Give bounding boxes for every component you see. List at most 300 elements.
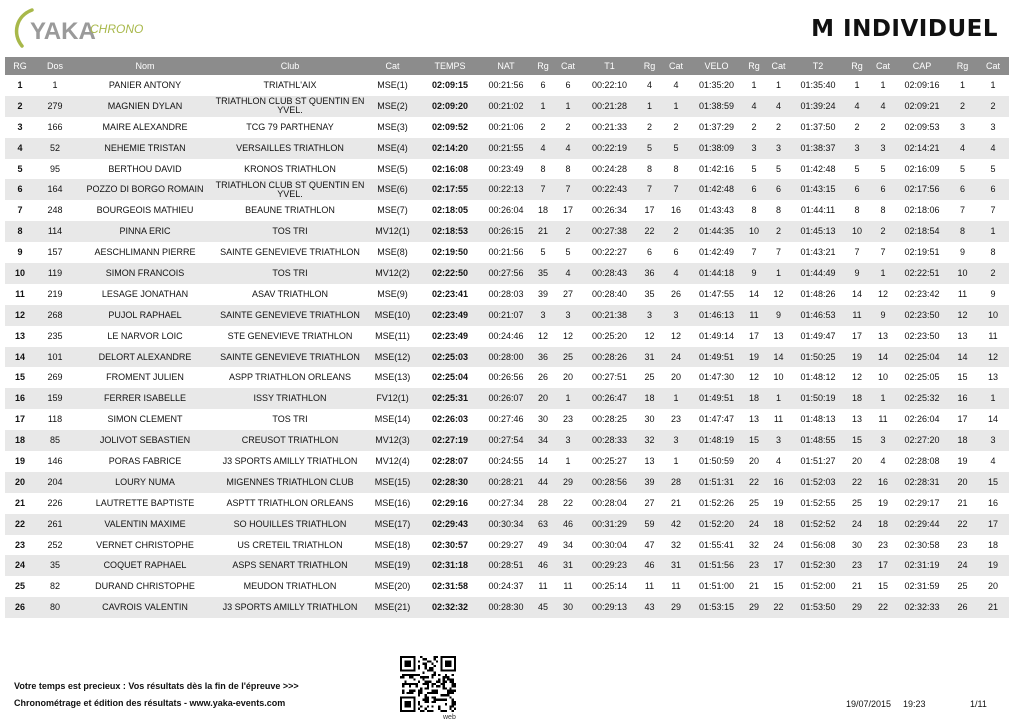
footer-date: 19/07/2015 bbox=[846, 699, 892, 709]
cell-t1: 00:21:33 bbox=[591, 121, 628, 132]
cell-temps: 02:14:20 bbox=[420, 138, 480, 159]
cell-dos: 164 bbox=[35, 179, 75, 200]
cell-t2-cat: 10 bbox=[877, 372, 888, 383]
cell-t1-rg: 11 bbox=[644, 581, 655, 592]
cell-t2: 01:46:53 bbox=[792, 305, 844, 326]
cell-t1-rg: 25 bbox=[644, 372, 655, 383]
column-header-nat-rg: Rg bbox=[532, 57, 554, 75]
cell-t1-rg: 43 bbox=[637, 597, 662, 618]
cell-nat-rg: 34 bbox=[532, 430, 554, 451]
qr-code-icon[interactable] bbox=[400, 656, 456, 712]
cell-velo-cat: 12 bbox=[773, 288, 784, 299]
cell-t1: 00:28:43 bbox=[582, 263, 637, 284]
cell-temps: 02:27:19 bbox=[420, 430, 480, 451]
cell-velo-rg: 14 bbox=[748, 288, 759, 299]
cell-cap: 02:23:42 bbox=[904, 288, 940, 299]
cell-t1-cat: 11 bbox=[671, 581, 681, 592]
cell-club: MIGENNES TRIATHLON CLUB bbox=[215, 472, 365, 493]
cell-cap-rg: 23 bbox=[957, 539, 968, 550]
cell-cat: MSE(5) bbox=[377, 163, 408, 174]
cell-t2-rg: 12 bbox=[851, 372, 862, 383]
cell-dos: 118 bbox=[47, 414, 63, 425]
cell-nat: 00:28:00 bbox=[480, 347, 532, 368]
cell-t1-cat: 6 bbox=[673, 247, 679, 258]
cell-nat-rg: 46 bbox=[532, 555, 554, 576]
cell-t1-rg: 35 bbox=[644, 288, 655, 299]
cell-nat: 00:24:55 bbox=[488, 455, 524, 466]
cell-velo-cat: 1 bbox=[775, 79, 781, 90]
qr-caption: web bbox=[443, 714, 456, 721]
cell-velo-rg: 6 bbox=[743, 179, 765, 200]
cell-t1-rg: 59 bbox=[637, 514, 662, 535]
table-row bbox=[5, 409, 1009, 430]
cell-nat: 00:30:34 bbox=[480, 514, 532, 535]
cell-rg: 23 bbox=[14, 539, 25, 550]
cell-cap: 02:16:09 bbox=[904, 163, 940, 174]
cell-t2-cat: 2 bbox=[870, 221, 896, 242]
cell-t2: 01:52:00 bbox=[800, 581, 836, 592]
cell-cap-cat: 2 bbox=[977, 96, 1009, 117]
cell-nat-rg: 36 bbox=[532, 347, 554, 368]
cell-cap-rg: 4 bbox=[948, 138, 977, 159]
table-row bbox=[5, 597, 1009, 618]
table-row bbox=[5, 367, 1009, 388]
cell-t2-rg: 20 bbox=[851, 455, 862, 466]
cell-velo: 01:51:56 bbox=[690, 555, 743, 576]
cell-t1-rg: 31 bbox=[637, 347, 662, 368]
cell-nom: FROMENT JULIEN bbox=[106, 372, 184, 383]
cell-rg: 22 bbox=[5, 514, 35, 535]
cell-t1-cat: 5 bbox=[662, 138, 690, 159]
cell-cat: MSE(2) bbox=[365, 96, 420, 117]
cell-club: SAINTE GENEVIEVE TRIATHLON bbox=[215, 347, 365, 368]
cell-t2: 01:48:13 bbox=[800, 414, 836, 425]
cell-nat-rg: 21 bbox=[532, 221, 554, 242]
cell-club: TRIATHLON CLUB ST QUENTIN EN YVEL. bbox=[215, 96, 365, 116]
cell-velo: 01:44:35 bbox=[690, 221, 743, 242]
cell-velo: 01:51:00 bbox=[698, 581, 735, 592]
column-header-nom: Nom bbox=[75, 57, 215, 75]
cell-cat: MSE(13) bbox=[374, 372, 411, 383]
cell-club: BEAUNE TRIATHLON bbox=[245, 205, 335, 216]
cell-nat-cat: 12 bbox=[562, 330, 573, 341]
cell-velo-rg: 4 bbox=[743, 96, 765, 117]
cell-t2-rg: 8 bbox=[854, 205, 860, 216]
cell-t1-rg: 18 bbox=[637, 388, 662, 409]
cell-rg: 20 bbox=[5, 472, 35, 493]
cell-temps: 02:23:49 bbox=[420, 305, 480, 326]
cell-nat: 00:28:21 bbox=[480, 472, 532, 493]
cell-nom: AESCHLIMANN PIERRE bbox=[94, 247, 196, 258]
table-row bbox=[5, 430, 1009, 451]
cell-nat-rg: 18 bbox=[537, 205, 548, 216]
cell-t2-rg: 29 bbox=[844, 597, 870, 618]
cell-t1-rg: 46 bbox=[637, 555, 662, 576]
column-header-velo: VELO bbox=[690, 57, 743, 75]
table-row bbox=[5, 305, 1009, 326]
cell-velo-cat: 19 bbox=[773, 497, 784, 508]
cell-rg: 11 bbox=[15, 288, 25, 299]
cell-velo-rg: 8 bbox=[751, 205, 757, 216]
cell-cap: 02:19:51 bbox=[904, 247, 940, 258]
cell-cap-cat: 13 bbox=[987, 372, 998, 383]
cell-nom: LOURY NUMA bbox=[75, 472, 215, 493]
column-header-cap-cat: Cat bbox=[977, 57, 1009, 75]
table-row bbox=[5, 138, 1009, 159]
table-row bbox=[5, 388, 1009, 409]
cell-t2-rg: 18 bbox=[844, 388, 870, 409]
cell-cap-cat: 1 bbox=[977, 388, 1009, 409]
cell-dos: 157 bbox=[47, 247, 63, 258]
cell-nom: LAUTRETTE BAPTISTE bbox=[95, 497, 195, 508]
cell-nat-rg: 3 bbox=[532, 305, 554, 326]
cell-t2-rg: 13 bbox=[851, 414, 862, 425]
cell-t1-cat: 8 bbox=[673, 163, 679, 174]
cell-temps: 02:30:57 bbox=[431, 539, 469, 550]
cell-club: TOS TRI bbox=[272, 414, 308, 425]
cell-cap-cat: 5 bbox=[990, 163, 996, 174]
cell-velo-cat: 14 bbox=[765, 347, 792, 368]
cell-cap-cat: 15 bbox=[977, 472, 1009, 493]
cell-velo: 01:47:30 bbox=[698, 372, 735, 383]
cell-t2: 01:48:12 bbox=[800, 372, 836, 383]
cell-club: KRONOS TRIATHLON bbox=[244, 163, 336, 174]
table-row bbox=[5, 493, 1009, 514]
cell-t1-cat: 4 bbox=[662, 263, 690, 284]
cell-nom: VERNET CHRISTOPHE bbox=[96, 539, 194, 550]
cell-velo-rg: 19 bbox=[743, 347, 765, 368]
cell-nat-cat: 23 bbox=[562, 414, 573, 425]
cell-nat-rg: 5 bbox=[540, 247, 546, 258]
cell-temps: 02:28:30 bbox=[420, 472, 480, 493]
cell-t2: 01:44:11 bbox=[800, 205, 836, 216]
cell-cat: MSE(20) bbox=[374, 581, 411, 592]
cell-cat: MSE(19) bbox=[365, 555, 420, 576]
table-row bbox=[5, 555, 1009, 576]
table-row bbox=[5, 221, 1009, 242]
cell-t2-cat: 7 bbox=[880, 247, 886, 258]
cell-club: SAINTE GENEVIEVE TRIATHLON bbox=[220, 247, 360, 258]
cell-nom: POZZO DI BORGO ROMAIN bbox=[75, 179, 215, 200]
column-header-velo-rg: Rg bbox=[743, 57, 765, 75]
cell-t1: 00:22:10 bbox=[591, 79, 628, 90]
cell-cap-cat: 17 bbox=[977, 514, 1009, 535]
cell-t2-rg: 9 bbox=[844, 263, 870, 284]
cell-t2-rg: 30 bbox=[851, 539, 862, 550]
cell-t2-cat: 3 bbox=[870, 138, 896, 159]
cell-club: STE GENEVIEVE TRIATHLON bbox=[227, 330, 353, 341]
cell-t2-rg: 10 bbox=[844, 221, 870, 242]
cell-t2-rg: 7 bbox=[854, 247, 860, 258]
cell-velo: 01:44:18 bbox=[690, 263, 743, 284]
cell-velo: 01:46:13 bbox=[690, 305, 743, 326]
cell-t2-rg: 14 bbox=[851, 288, 862, 299]
table-row bbox=[5, 472, 1009, 493]
cell-cat: MSE(11) bbox=[375, 330, 410, 341]
cell-rg: 6 bbox=[5, 179, 35, 200]
cell-rg: 18 bbox=[5, 430, 35, 451]
cell-rg: 7 bbox=[17, 205, 23, 216]
cell-t2-rg: 24 bbox=[844, 514, 870, 535]
cell-rg: 1 bbox=[17, 79, 23, 90]
cell-cap-rg: 8 bbox=[948, 221, 977, 242]
cell-cap: 02:18:06 bbox=[904, 205, 940, 216]
cell-cap: 02:31:19 bbox=[896, 555, 948, 576]
cell-nat-rg: 30 bbox=[537, 414, 548, 425]
cell-t1-cat: 3 bbox=[662, 305, 690, 326]
cell-velo-cat: 7 bbox=[775, 247, 781, 258]
cell-velo-rg: 9 bbox=[743, 263, 765, 284]
cell-nat: 00:26:04 bbox=[488, 205, 524, 216]
cell-cat: MSE(16) bbox=[374, 497, 411, 508]
cell-velo-cat: 1 bbox=[765, 388, 792, 409]
cell-velo-cat: 3 bbox=[765, 138, 792, 159]
cell-cap-cat: 20 bbox=[987, 581, 998, 592]
cell-t1: 00:22:19 bbox=[582, 138, 637, 159]
cell-club: TCG 79 PARTHENAY bbox=[246, 121, 334, 132]
cell-velo-rg: 2 bbox=[751, 121, 757, 132]
cell-t2: 01:52:30 bbox=[792, 555, 844, 576]
cell-velo: 01:55:41 bbox=[698, 539, 735, 550]
cell-t2: 01:56:08 bbox=[800, 539, 836, 550]
cell-velo-rg: 15 bbox=[743, 430, 765, 451]
column-header-t2-cat: Cat bbox=[870, 57, 896, 75]
cell-t2: 01:44:49 bbox=[792, 263, 844, 284]
cell-t2: 01:52:55 bbox=[800, 497, 836, 508]
cell-temps: 02:16:08 bbox=[431, 163, 469, 174]
cell-cat: MV12(1) bbox=[365, 221, 420, 242]
cell-cap-rg: 19 bbox=[957, 455, 968, 466]
cell-cap: 02:23:50 bbox=[896, 305, 948, 326]
cell-dos: 279 bbox=[35, 96, 75, 117]
cell-nat-rg: 8 bbox=[540, 163, 546, 174]
cell-t1-cat: 26 bbox=[670, 288, 681, 299]
logo-text-sub: CHRONO bbox=[90, 22, 144, 36]
cell-t1-rg: 17 bbox=[644, 205, 655, 216]
cell-t2: 01:52:52 bbox=[792, 514, 844, 535]
cell-t2: 01:38:37 bbox=[792, 138, 844, 159]
cell-cap: 02:31:59 bbox=[904, 581, 940, 592]
cell-cap: 02:29:44 bbox=[896, 514, 948, 535]
cell-nat-cat: 4 bbox=[554, 138, 582, 159]
column-header-t2-rg: Rg bbox=[844, 57, 870, 75]
cell-dos: 82 bbox=[49, 581, 60, 592]
cell-rg: 13 bbox=[14, 330, 25, 341]
cell-club: J3 SPORTS AMILLY TRIATHLON bbox=[215, 597, 365, 618]
cell-temps: 02:09:20 bbox=[420, 96, 480, 117]
cell-nom: PINNA ERIC bbox=[75, 221, 215, 242]
cell-nat-cat: 8 bbox=[565, 163, 571, 174]
cell-nom: VALENTIN MAXIME bbox=[75, 514, 215, 535]
cell-cap-rg: 25 bbox=[957, 581, 968, 592]
cell-t2-rg: 5 bbox=[854, 163, 860, 174]
cell-temps: 02:25:04 bbox=[431, 372, 469, 383]
cell-velo-rg: 13 bbox=[748, 414, 759, 425]
cell-cat: MSE(14) bbox=[374, 414, 411, 425]
cell-club: VERSAILLES TRIATHLON bbox=[215, 138, 365, 159]
cell-t2-cat: 9 bbox=[870, 305, 896, 326]
cell-nat: 00:28:03 bbox=[488, 288, 524, 299]
cell-t1-cat: 20 bbox=[670, 372, 681, 383]
cell-cap-cat: 10 bbox=[977, 305, 1009, 326]
cell-t1: 00:24:28 bbox=[591, 163, 628, 174]
cell-velo-rg: 23 bbox=[743, 555, 765, 576]
cell-cap-cat: 14 bbox=[987, 414, 998, 425]
cell-t1-cat: 4 bbox=[673, 79, 679, 90]
cell-nat-cat: 7 bbox=[554, 179, 582, 200]
cell-nat-rg: 45 bbox=[532, 597, 554, 618]
cell-dos: 146 bbox=[47, 455, 63, 466]
cell-t2-cat: 15 bbox=[877, 581, 888, 592]
cell-club: J3 SPORTS AMILLY TRIATHLON bbox=[222, 455, 358, 466]
cell-nat: 00:24:37 bbox=[488, 581, 524, 592]
cell-nat: 00:29:27 bbox=[488, 539, 524, 550]
cell-velo: 01:49:14 bbox=[698, 330, 735, 341]
cell-nat-rg: 12 bbox=[537, 330, 548, 341]
cell-t2-cat: 13 bbox=[877, 330, 888, 341]
cell-cap: 02:09:21 bbox=[896, 96, 948, 117]
cell-nat: 00:21:55 bbox=[480, 138, 532, 159]
cell-t1: 00:25:20 bbox=[591, 330, 628, 341]
cell-cap: 02:28:08 bbox=[904, 455, 940, 466]
cell-t2-cat: 23 bbox=[877, 539, 888, 550]
cell-velo-cat: 22 bbox=[765, 597, 792, 618]
cell-t1: 00:31:29 bbox=[582, 514, 637, 535]
cell-t2-cat: 8 bbox=[880, 205, 886, 216]
cell-dos: 52 bbox=[35, 138, 75, 159]
footer-time: 19:23 bbox=[903, 699, 926, 709]
cell-cap-cat: 2 bbox=[977, 263, 1009, 284]
column-header-cap-rg: Rg bbox=[948, 57, 977, 75]
cell-t2: 01:45:13 bbox=[792, 221, 844, 242]
cell-cap-rg: 9 bbox=[959, 247, 965, 258]
cell-t2-cat: 3 bbox=[870, 430, 896, 451]
cell-nat-rg: 7 bbox=[532, 179, 554, 200]
cell-nat-cat: 29 bbox=[554, 472, 582, 493]
cell-cat: MSE(9) bbox=[377, 288, 408, 299]
cell-t2-rg: 23 bbox=[844, 555, 870, 576]
cell-velo-rg: 12 bbox=[748, 372, 759, 383]
cell-t2-rg: 3 bbox=[844, 138, 870, 159]
cell-nom: NEHEMIE TRISTAN bbox=[75, 138, 215, 159]
cell-cap-rg: 15 bbox=[957, 372, 968, 383]
cell-nat: 00:27:34 bbox=[488, 497, 524, 508]
cell-nat-cat: 20 bbox=[562, 372, 573, 383]
cell-dos: 95 bbox=[49, 163, 60, 174]
cell-velo: 01:37:29 bbox=[698, 121, 735, 132]
cell-t2: 01:35:40 bbox=[800, 79, 836, 90]
cell-nom: JOLIVOT SEBASTIEN bbox=[75, 430, 215, 451]
table-row bbox=[5, 159, 1009, 180]
cell-velo-cat: 13 bbox=[773, 330, 784, 341]
cell-rg: 10 bbox=[5, 263, 35, 284]
cell-nat-cat: 3 bbox=[554, 430, 582, 451]
cell-dos: 226 bbox=[47, 497, 63, 508]
cell-t1-cat: 1 bbox=[662, 388, 690, 409]
cell-nat: 00:28:51 bbox=[480, 555, 532, 576]
footer-credit-text: Chronométrage et édition des résultats - www.yaka-events.com bbox=[14, 698, 286, 708]
column-header-cap: CAP bbox=[896, 57, 948, 75]
cell-dos: 268 bbox=[35, 305, 75, 326]
cell-cap-rg: 3 bbox=[959, 121, 965, 132]
cell-velo-cat: 6 bbox=[765, 179, 792, 200]
cell-nat-cat: 27 bbox=[562, 288, 573, 299]
cell-t2: 01:50:25 bbox=[792, 347, 844, 368]
cell-velo-cat: 24 bbox=[773, 539, 784, 550]
table-row bbox=[5, 535, 1009, 556]
cell-nom: DELORT ALEXANDRE bbox=[75, 347, 215, 368]
cell-nat-rg: 63 bbox=[532, 514, 554, 535]
cell-cap-cat: 21 bbox=[977, 597, 1009, 618]
cell-cat: MSE(8) bbox=[377, 247, 408, 258]
cell-cat: MSE(18) bbox=[374, 539, 411, 550]
cell-t1-rg: 1 bbox=[637, 96, 662, 117]
cell-t1-cat: 16 bbox=[670, 205, 681, 216]
cell-t1: 00:22:27 bbox=[591, 247, 628, 258]
cell-nat-rg: 14 bbox=[537, 455, 548, 466]
cell-cat: MSE(4) bbox=[365, 138, 420, 159]
cell-velo-rg: 21 bbox=[748, 581, 759, 592]
cell-dos: 159 bbox=[35, 388, 75, 409]
column-header-club: Club bbox=[215, 57, 365, 75]
cell-velo-cat: 2 bbox=[775, 121, 781, 132]
cell-t1-cat: 24 bbox=[662, 347, 690, 368]
table-row bbox=[5, 326, 1009, 347]
cell-velo: 01:49:51 bbox=[690, 388, 743, 409]
cell-temps: 02:29:43 bbox=[420, 514, 480, 535]
cell-nat: 00:21:02 bbox=[480, 96, 532, 117]
cell-nat: 00:24:46 bbox=[488, 330, 524, 341]
cell-t2: 01:42:48 bbox=[800, 163, 836, 174]
cell-club: ISSY TRIATHLON bbox=[215, 388, 365, 409]
cell-temps: 02:25:03 bbox=[420, 347, 480, 368]
cell-velo-cat: 4 bbox=[765, 96, 792, 117]
cell-t2-cat: 1 bbox=[870, 263, 896, 284]
cell-velo: 01:51:31 bbox=[690, 472, 743, 493]
cell-velo-rg: 22 bbox=[743, 472, 765, 493]
cell-temps: 02:09:52 bbox=[431, 121, 469, 132]
cell-dos: 204 bbox=[35, 472, 75, 493]
cell-nom: BERTHOU DAVID bbox=[108, 163, 182, 174]
cell-t2-rg: 21 bbox=[851, 581, 862, 592]
cell-cap-cat: 1 bbox=[990, 79, 996, 90]
cell-velo-cat: 11 bbox=[773, 414, 784, 425]
cell-t1: 00:22:43 bbox=[582, 179, 637, 200]
cell-nom: MAIRE ALEXANDRE bbox=[102, 121, 188, 132]
cell-velo-cat: 5 bbox=[775, 163, 781, 174]
cell-t1: 00:28:40 bbox=[591, 288, 628, 299]
cell-cap-rg: 5 bbox=[959, 163, 965, 174]
cell-cap: 02:09:53 bbox=[904, 121, 940, 132]
cell-cap-rg: 22 bbox=[948, 514, 977, 535]
cell-temps: 02:09:15 bbox=[431, 79, 469, 90]
cell-velo: 01:42:49 bbox=[698, 247, 735, 258]
column-header-t1-rg: Rg bbox=[637, 57, 662, 75]
cell-nat: 00:21:06 bbox=[488, 121, 524, 132]
cell-velo: 01:50:59 bbox=[698, 455, 735, 466]
cell-nat-rg: 4 bbox=[532, 138, 554, 159]
cell-t2: 01:53:50 bbox=[792, 597, 844, 618]
table-row bbox=[5, 347, 1009, 368]
cell-cap-cat: 3 bbox=[990, 121, 996, 132]
cell-nat-rg: 39 bbox=[537, 288, 548, 299]
cell-t1-cat: 2 bbox=[673, 121, 679, 132]
cell-cap: 02:25:32 bbox=[896, 388, 948, 409]
cell-cap-cat: 7 bbox=[990, 205, 996, 216]
cell-temps: 02:23:41 bbox=[431, 288, 469, 299]
logo-text-main: YAKA bbox=[30, 18, 96, 45]
cell-t2: 01:43:21 bbox=[800, 247, 836, 258]
